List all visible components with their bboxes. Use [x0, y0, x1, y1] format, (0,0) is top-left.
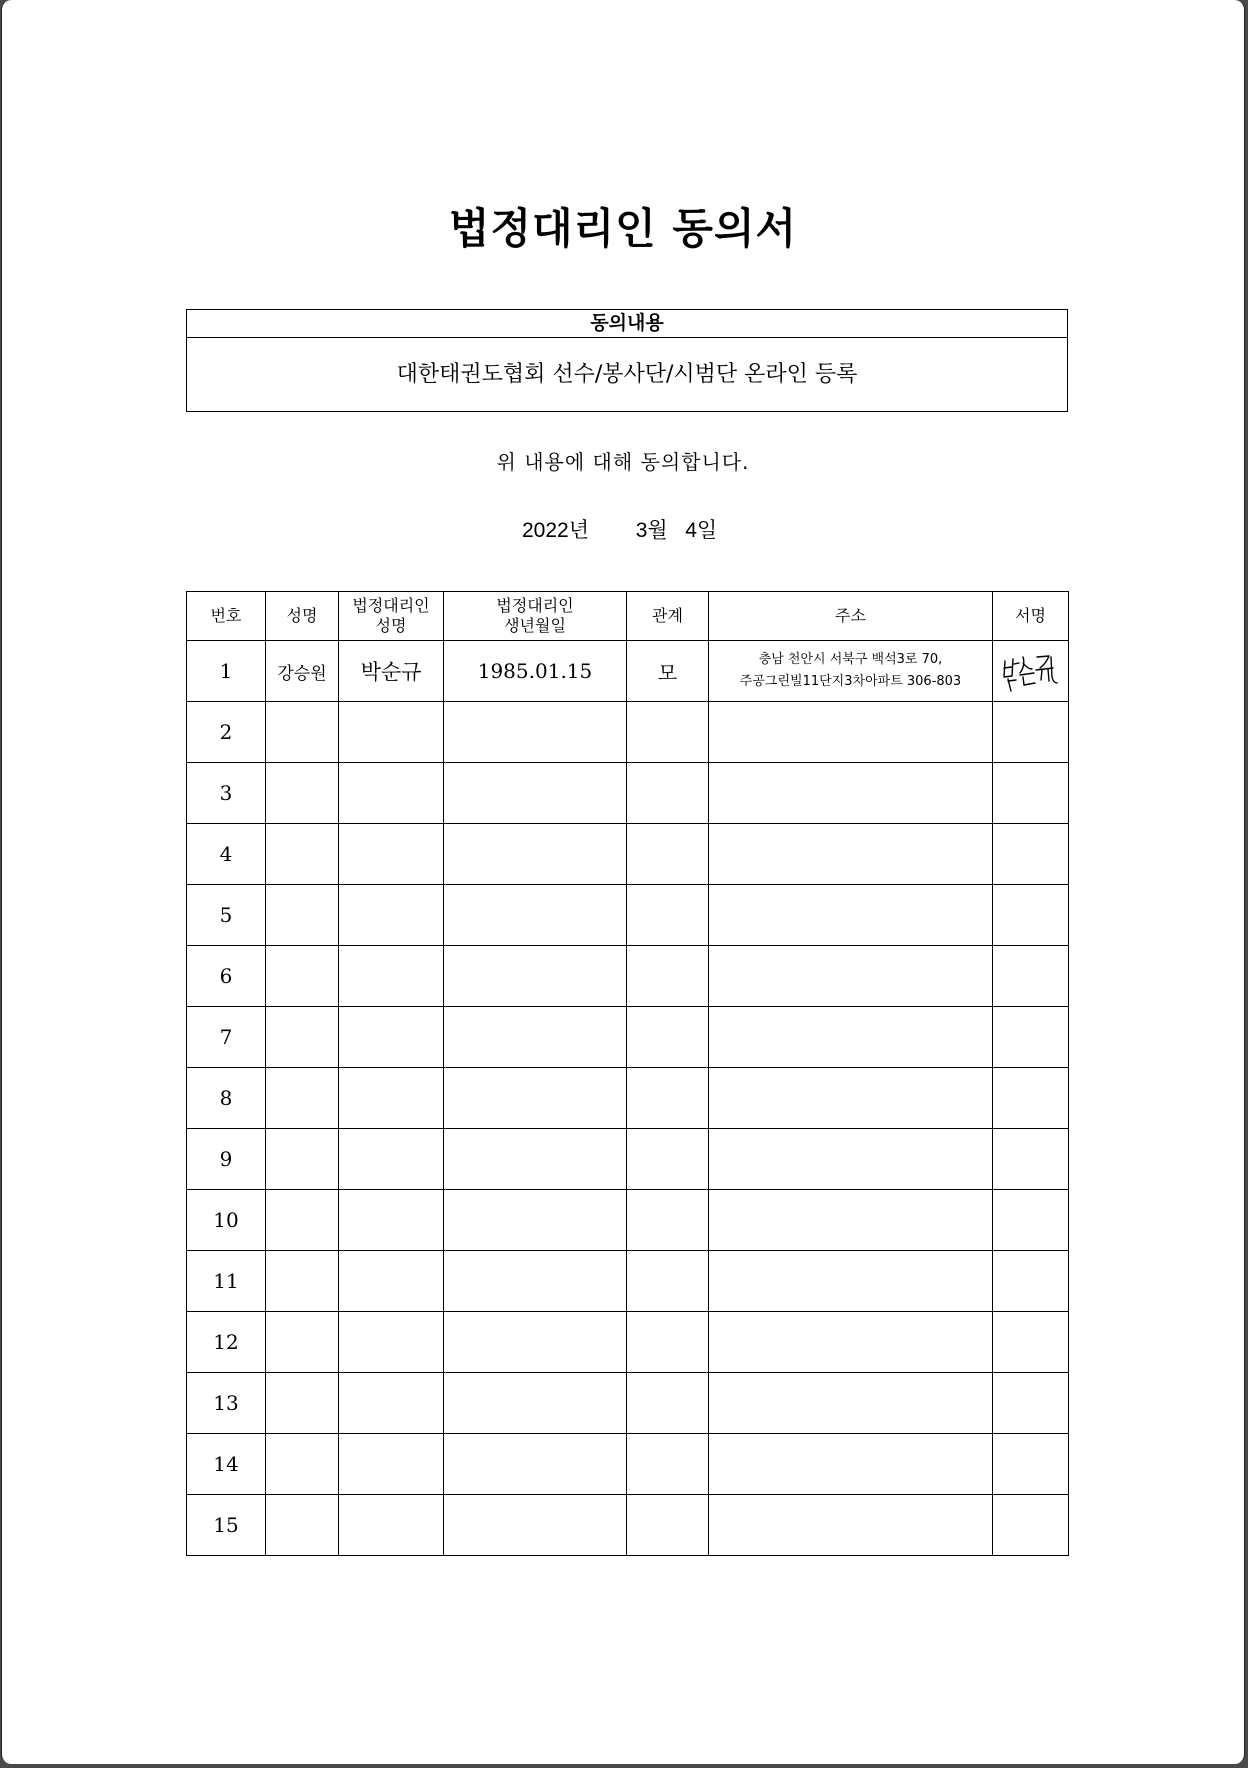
header-name: 성명 [266, 592, 339, 641]
table-row [187, 1434, 1069, 1495]
agree-statement: 위 내용에 대해 동의합니다. [496, 450, 750, 474]
row-name: 강승원 [266, 641, 339, 702]
table-row [187, 1373, 1069, 1434]
table-row [187, 1312, 1069, 1373]
table-row [187, 1007, 1069, 1068]
table-row [187, 1190, 1069, 1251]
date-month: 3월 [635, 519, 668, 542]
row-number: 5 [187, 885, 266, 946]
header-relation: 관계 [627, 592, 709, 641]
row-number: 15 [187, 1495, 266, 1556]
row-address: 충남 천안시 서북구 백석3로 70, 주공그린빌11단지3차아파트 306-803 [709, 641, 993, 702]
row-birth: 1985.01.15 [444, 641, 627, 702]
document-page [1, 0, 1245, 1764]
row-number: 3 [187, 763, 266, 824]
table-row [187, 763, 1069, 824]
row-number: 4 [187, 824, 266, 885]
header-rep-name: 법정대리인 성명 [339, 592, 444, 641]
header-number: 번호 [187, 592, 266, 641]
row-number: 6 [187, 946, 266, 1007]
row-number: 9 [187, 1129, 266, 1190]
date-year: 2022년 [522, 519, 590, 542]
header-address: 주소 [709, 592, 993, 641]
table-row [187, 1129, 1069, 1190]
table-row [187, 946, 1069, 1007]
table-row [187, 1251, 1069, 1312]
row-number: 13 [187, 1373, 266, 1434]
document-title: 법정대리인 동의서 [448, 204, 798, 253]
table-row [187, 1495, 1069, 1556]
table-row [187, 1068, 1069, 1129]
date-day: 4일 [685, 519, 718, 542]
consent-date [522, 514, 717, 544]
row-number: 12 [187, 1312, 266, 1373]
table-row [187, 702, 1069, 763]
table-row [187, 885, 1069, 946]
guardian-table [186, 591, 1069, 1556]
header-signature: 서명 [993, 592, 1069, 641]
row-number: 8 [187, 1068, 266, 1129]
consent-box [186, 309, 1068, 412]
table-header-row [187, 592, 1069, 641]
consent-header: 동의내용 [187, 310, 1067, 338]
row-signature [993, 641, 1069, 702]
row-number: 7 [187, 1007, 266, 1068]
table-row [187, 824, 1069, 885]
consent-content: 대한태권도협회 선수/봉사단/시범단 온라인 등록 [396, 362, 858, 387]
row-number: 1 [187, 641, 266, 702]
header-rep-birth: 법정대리인 생년월일 [444, 592, 627, 641]
row-number: 10 [187, 1190, 266, 1251]
row-number: 14 [187, 1434, 266, 1495]
row-relation: 모 [627, 641, 709, 702]
row-number: 2 [187, 702, 266, 763]
row-number: 11 [187, 1251, 266, 1312]
handwritten-signature [999, 647, 1063, 695]
table-row [187, 641, 1069, 702]
row-rep-name: 박순규 [339, 641, 444, 702]
